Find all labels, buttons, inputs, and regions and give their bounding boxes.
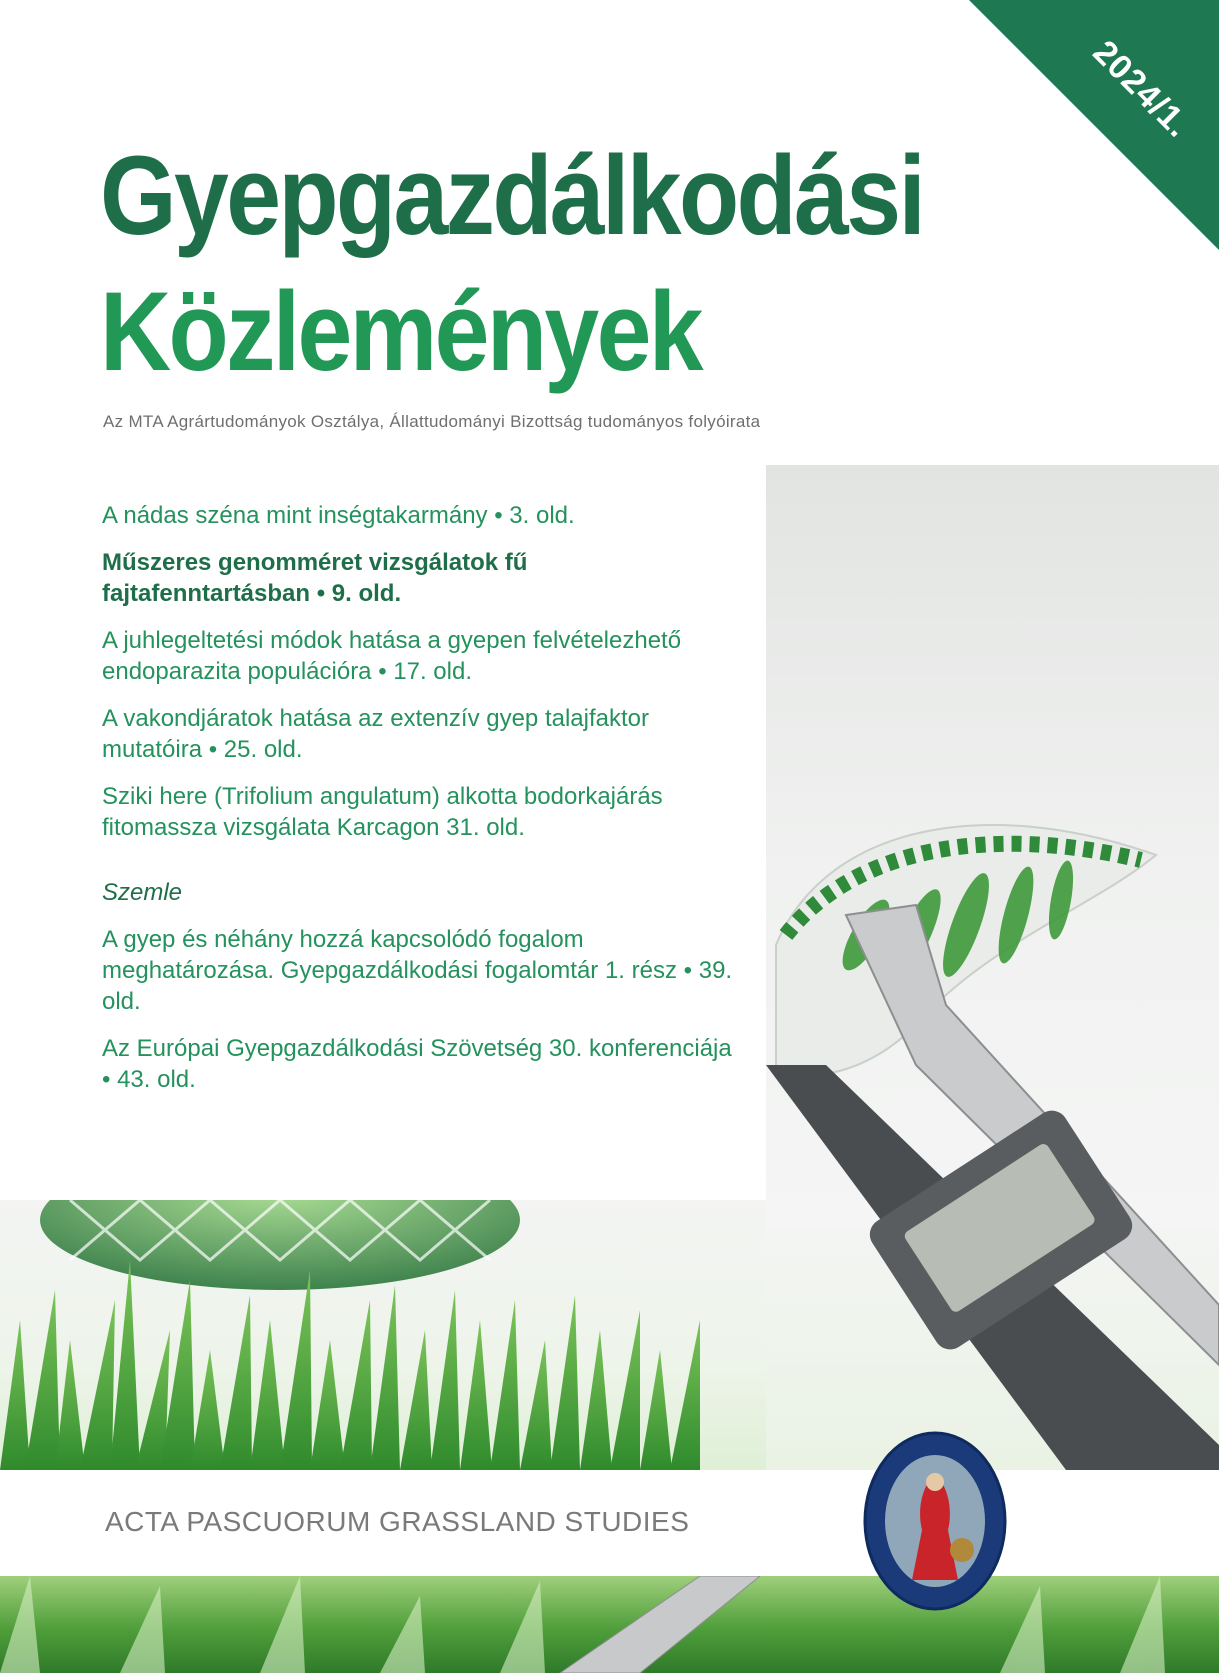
grass-strip-illustration [0, 1576, 1219, 1673]
journal-title-line2: Közlemények [100, 269, 701, 394]
academy-seal [862, 1430, 1008, 1612]
grass-photo-bottom [0, 1576, 1219, 1673]
toc-item-featured[interactable]: Műszeres genomméret vizsgálatok fű fajtafenntartásban • 9. old. [102, 549, 528, 607]
toc-item[interactable]: A gyep és néhány hozzá kapcsolódó fogalom meghatározása. Gyepgazdálkodási fogalomtár 1. rész • 39. old. [102, 926, 733, 1015]
toc-section-heading: Szemle [102, 879, 183, 906]
journal-subtitle: Az MTA Agrártudományok Osztálya, Állattudományi Bizottság tudományos folyóirata [103, 412, 761, 431]
journal-title-line1: Gyepgazdálkodási [100, 133, 924, 258]
issue-number: 2024/1. [1085, 33, 1198, 146]
academy-seal-logo [862, 1430, 1008, 1612]
toc-item[interactable]: Sziki here (Trifolium angulatum) alkotta bodorkajárás fitomassza vizsgálata Karcagon 31. old. [102, 783, 663, 841]
toc-item[interactable]: Az Európai Gyepgazdálkodási Szövetség 30. konferenciája • 43. old. [102, 1035, 732, 1093]
toc-item[interactable]: A juhlegeltetési módok hatása a gyepen felvételezhető endoparazita populációra • 17. old. [102, 627, 682, 685]
journal-latin-title: ACTA PASCUORUM GRASSLAND STUDIES [105, 1506, 690, 1537]
toc-item[interactable]: A vakondjáratok hatása az extenzív gyep talajfaktor mutatóira • 25. old. [102, 705, 649, 763]
dna-leaf-photo [766, 465, 1219, 1470]
journal-title [100, 128, 1035, 400]
table-of-contents [102, 500, 742, 1111]
toc-item[interactable]: A nádas széna mint inségtakarmány • 3. old. [102, 502, 575, 529]
dna-leaf-caliper-illustration [766, 465, 1219, 1470]
